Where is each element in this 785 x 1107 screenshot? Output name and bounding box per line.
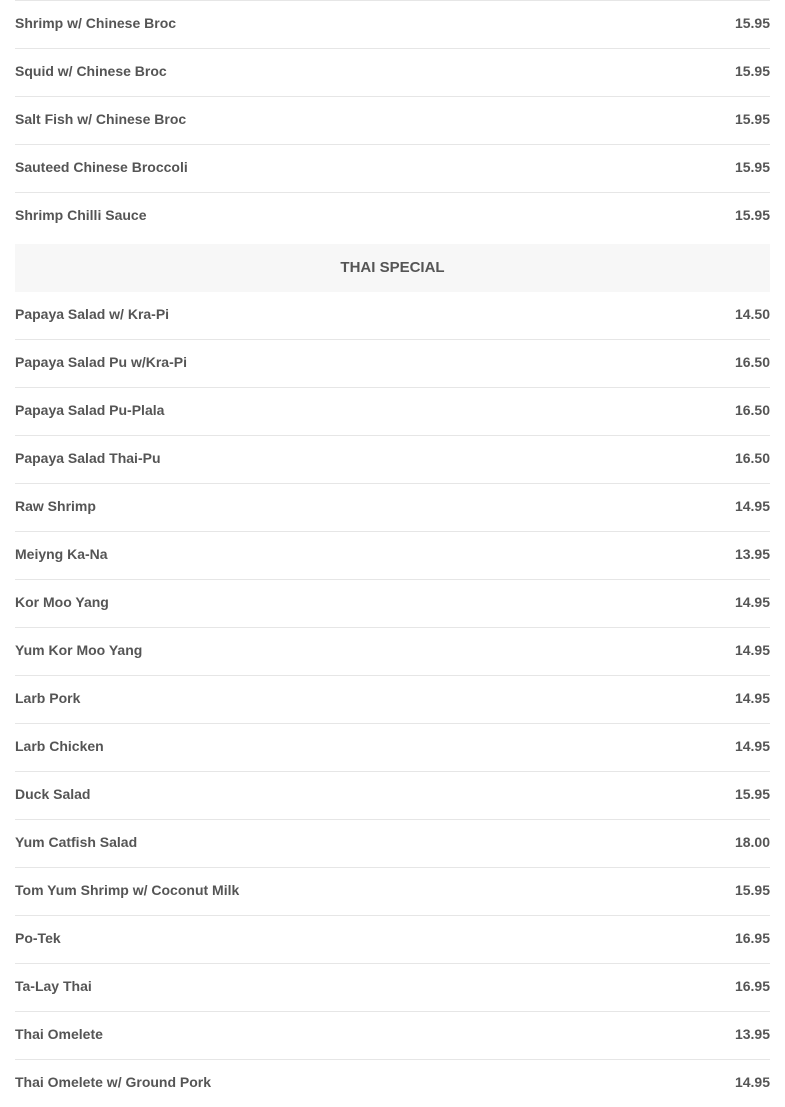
menu-item-price: 14.95 bbox=[734, 690, 770, 706]
menu-item-price: 14.95 bbox=[734, 642, 770, 658]
menu-item-name: Papaya Salad Pu-Plala bbox=[15, 402, 165, 418]
section-title: THAI SPECIAL bbox=[340, 259, 445, 276]
menu-item bbox=[15, 627, 770, 675]
menu-item-price: 15.95 bbox=[734, 63, 770, 79]
menu-item bbox=[15, 819, 770, 867]
menu-item bbox=[15, 1059, 770, 1107]
menu-item-name: Meiyng Ka-Na bbox=[15, 546, 108, 562]
menu-item-price: 14.95 bbox=[734, 1074, 770, 1090]
menu-item-price: 15.95 bbox=[734, 207, 770, 223]
menu-item bbox=[15, 771, 770, 819]
section-header-thai-special bbox=[15, 244, 770, 292]
menu-item-name: Thai Omelete w/ Ground Pork bbox=[15, 1074, 212, 1090]
menu-item bbox=[15, 1011, 770, 1059]
menu-item bbox=[15, 387, 770, 435]
menu-item-price: 15.95 bbox=[734, 882, 770, 898]
menu-group-chinese-broc bbox=[15, 0, 770, 240]
menu-item bbox=[15, 435, 770, 483]
menu-group-thai-special bbox=[15, 292, 770, 1107]
menu-item bbox=[15, 192, 770, 240]
menu-item bbox=[15, 48, 770, 96]
menu-item-price: 14.95 bbox=[734, 498, 770, 514]
menu-item-name: Papaya Salad w/ Kra-Pi bbox=[15, 306, 170, 322]
menu-item-price: 14.95 bbox=[734, 738, 770, 754]
menu-item-name: Duck Salad bbox=[15, 786, 91, 802]
menu-item-name: Papaya Salad Pu w/Kra-Pi bbox=[15, 354, 187, 370]
menu-item bbox=[15, 339, 770, 387]
menu-item bbox=[15, 144, 770, 192]
menu-item-name: Sauteed Chinese Broccoli bbox=[15, 159, 188, 175]
menu-item-price: 13.95 bbox=[734, 546, 770, 562]
menu-item-price: 14.95 bbox=[734, 594, 770, 610]
menu-item bbox=[15, 96, 770, 144]
menu-item-price: 16.95 bbox=[734, 930, 770, 946]
menu-item-price: 13.95 bbox=[734, 1026, 770, 1042]
menu-item bbox=[15, 963, 770, 1011]
menu-item bbox=[15, 0, 770, 48]
menu-item-name: Tom Yum Shrimp w/ Coconut Milk bbox=[15, 882, 240, 898]
menu-item-name: Papaya Salad Thai-Pu bbox=[15, 450, 161, 466]
menu-item-name: Yum Catfish Salad bbox=[15, 834, 138, 850]
menu-item bbox=[15, 483, 770, 531]
menu-item-price: 15.95 bbox=[734, 159, 770, 175]
menu-item-price: 18.00 bbox=[734, 834, 770, 850]
menu-item-name: Larb Pork bbox=[15, 690, 81, 706]
menu-item-price: 16.50 bbox=[734, 450, 770, 466]
menu-item bbox=[15, 723, 770, 771]
menu-item-name: Larb Chicken bbox=[15, 738, 104, 754]
menu-item-price: 14.50 bbox=[734, 306, 770, 322]
menu-item-price: 16.50 bbox=[734, 402, 770, 418]
menu-item-price: 16.50 bbox=[734, 354, 770, 370]
menu-item-name: Thai Omelete bbox=[15, 1026, 103, 1042]
menu-item-name: Yum Kor Moo Yang bbox=[15, 642, 143, 658]
menu-item bbox=[15, 292, 770, 339]
menu-item-name: Salt Fish w/ Chinese Broc bbox=[15, 111, 187, 127]
menu-item-name: Squid w/ Chinese Broc bbox=[15, 63, 167, 79]
menu-list bbox=[15, 0, 770, 1107]
menu-item-name: Ta-Lay Thai bbox=[15, 978, 92, 994]
menu-item-name: Shrimp Chilli Sauce bbox=[15, 207, 147, 223]
menu-item bbox=[15, 867, 770, 915]
menu-item-price: 15.95 bbox=[734, 15, 770, 31]
menu-item bbox=[15, 531, 770, 579]
menu-item-name: Shrimp w/ Chinese Broc bbox=[15, 15, 177, 31]
menu-item-price: 16.95 bbox=[734, 978, 770, 994]
menu-item-name: Po-Tek bbox=[15, 930, 61, 946]
menu-item-price: 15.95 bbox=[734, 786, 770, 802]
menu-item bbox=[15, 579, 770, 627]
menu-item bbox=[15, 915, 770, 963]
menu-item bbox=[15, 675, 770, 723]
menu-item-price: 15.95 bbox=[734, 111, 770, 127]
menu-item-name: Kor Moo Yang bbox=[15, 594, 109, 610]
menu-item-name: Raw Shrimp bbox=[15, 498, 96, 514]
